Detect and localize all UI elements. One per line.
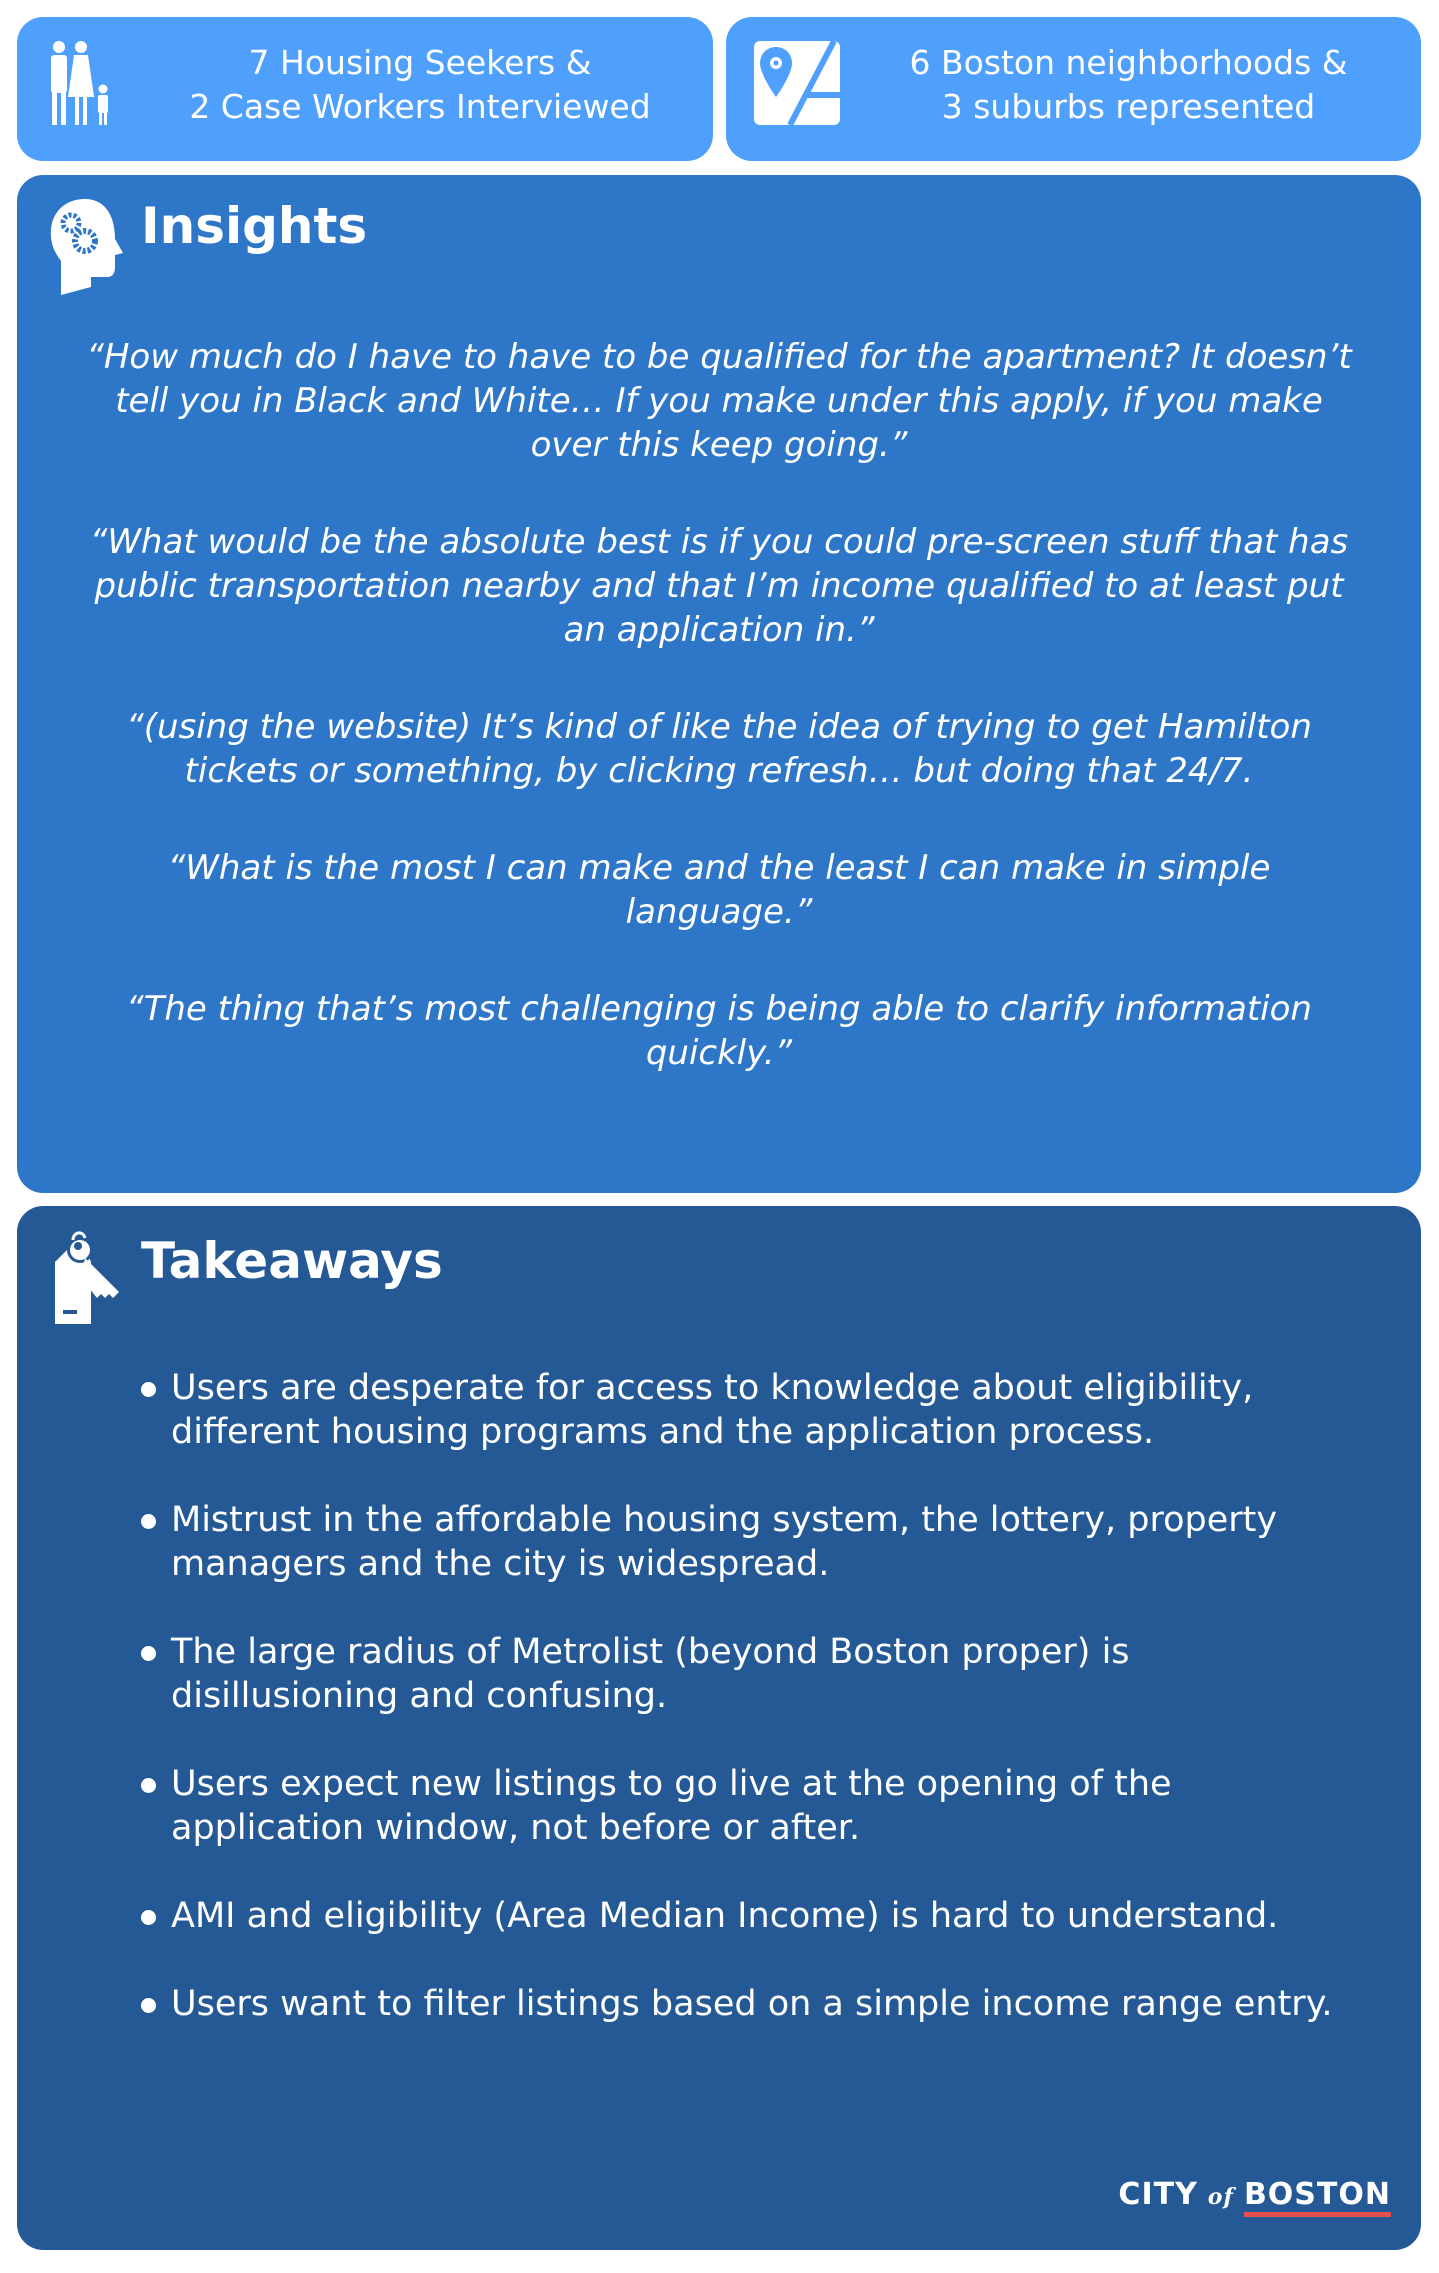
list-item: Users expect new listings to go live at the opening of the application window, not before or after. [139,1762,1361,1850]
quote: “The thing that’s most challenging is being able to clarify information quickly.” [126,989,1312,1073]
family-icon [43,39,133,129]
stat-line-1: 6 Boston neighborhoods & [909,43,1348,82]
quote: “What would be the absolute best is if you could pre-screen stuff that has public transportation nearby and that I’m income qualified to at least put an application in.” [89,522,1349,650]
takeaways-panel [17,1206,1421,2250]
stat-line-1: 7 Housing Seekers & [248,43,592,82]
stat-line-2: 3 suburbs represented [941,87,1316,126]
map-pin-icon [752,39,842,129]
list-item: AMI and eligibility (Area Median Income) is hard to understand. [139,1894,1361,1938]
stat-card-neighborhoods [726,17,1421,161]
quote: “(using the website) It’s kind of like the idea of trying to get Hamilton tickets or something, by clicking refresh… but doing that 24/7. [126,707,1312,791]
stat-card-interviews [17,17,713,161]
list-item: Users want to filter listings based on a simple income range entry. [139,1982,1361,2026]
takeaway-list [139,1366,1361,2070]
quote: “What is the most I can make and the least I can make in simple language.” [167,848,1271,932]
quote-list [77,335,1361,1128]
list-item: Mistrust in the affordable housing system, the lottery, property managers and the city is widespread. [139,1498,1361,1586]
head-gears-icon [45,197,137,297]
logo-city: CITY [1118,2177,1198,2212]
stat-line-2: 2 Case Workers Interviewed [189,87,651,126]
insights-title: Insights [141,197,368,255]
insights-panel [17,175,1421,1193]
list-item: Users are desperate for access to knowledge about eligibility, different housing programs and the application process. [139,1366,1361,1454]
logo-boston: BOSTON [1244,2177,1391,2217]
logo-of: of [1207,2184,1234,2210]
list-item: The large radius of Metrolist (beyond Boston proper) is disillusioning and confusing. [139,1630,1361,1718]
city-of-boston-logo [1118,2177,1391,2212]
takeaways-title: Takeaways [141,1232,443,1290]
key-tag-icon [45,1228,137,1328]
quote: “How much do I have to have to be qualified for the apartment? It doesn’t tell you in Black and White… If you make under this apply, if you make over this keep going.” [86,337,1352,465]
